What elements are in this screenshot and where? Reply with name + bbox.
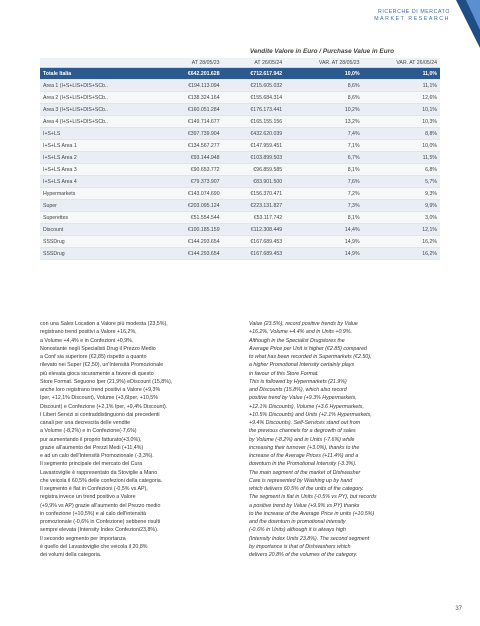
text-line: I Liberi Servizi si contraddistinguono dai precedenti [40, 411, 160, 418]
brand-line-2: MARKET RESEARCH [374, 16, 450, 22]
table-cell: €176.173.441 [223, 104, 286, 116]
table-cell: Hypermarkets [40, 188, 160, 200]
table-header-row [40, 58, 440, 68]
table-title: Vendite Valore in Euro / Purchase Value in Euro [249, 48, 394, 55]
text-line: Lavastoviglie è rappresentato da Stoviglie a Mano [40, 469, 158, 476]
table-cell: 8,1% [285, 164, 362, 176]
table-cell: €160.051.284 [160, 104, 223, 116]
brand-line-1: RICERCHE DI MERCATO [377, 9, 450, 15]
text-line: più elevata gioca sicuramente a favore di questo [40, 370, 154, 377]
text-line: Care is represented by Washing up by hand [249, 477, 353, 484]
sales-table-section [40, 46, 440, 260]
table-cell: 14,4% [285, 224, 362, 236]
table-cell: Superettes [40, 212, 160, 224]
corner-decoration-inner [466, 0, 480, 30]
text-line: and the downturn in promotional intensity [249, 519, 346, 525]
table-cell: 9,9% [363, 200, 440, 212]
table-cell: 7,6% [285, 176, 362, 188]
table-row [40, 116, 440, 128]
table-cell: €96.859.585 [223, 164, 286, 176]
text-line: This is followed by Hypermarkets (21.9%) [249, 378, 347, 385]
table-cell: Discount [40, 224, 160, 236]
table-cell: €397.739.904 [160, 128, 223, 140]
text-line: sempre elevata (Intensity Index Confezioni23,8%). [40, 527, 159, 534]
table-cell: 5,7% [363, 176, 440, 188]
table-row [40, 224, 440, 236]
text-line: Discount) e Confezione (+2,1% Iper, +9,4% Discount). [40, 403, 168, 410]
text-line: a higher Promotional Intensity certainly plays [249, 362, 355, 369]
text-line: (-0.6% in Units) although it is always high [249, 527, 346, 534]
body-text-english [249, 320, 444, 559]
page-number: 37 [455, 606, 462, 612]
table-row [40, 164, 440, 176]
text-line: increase of the Average Prices (+11.4%) and a [249, 453, 359, 459]
table-cell: €83.901.500 [223, 176, 286, 188]
text-line: which delivers 60.5% of the units of the category. [249, 486, 364, 492]
table-cell: Totale Italia [40, 68, 160, 80]
table-cell: 8,6% [285, 92, 362, 104]
table-row [40, 152, 440, 164]
table-cell: €144.293.654 [160, 236, 223, 248]
text-line: Store Format. Seguono Iper (21,9%) eDiscount (15,8%), [40, 378, 173, 385]
text-line: +9.4% Discounts). Self-Services stand out from [249, 420, 361, 426]
table-cell: €100.185.159 [160, 224, 223, 236]
table-cell: €194.113.094 [160, 80, 223, 92]
text-line: Average Price per Unit is higher (€2.85) compared [249, 345, 367, 352]
table-cell: €103.899.503 [223, 152, 286, 164]
table-cell: I+S+LS Area 4 [40, 176, 160, 188]
table-cell: €149.714.677 [160, 116, 223, 128]
table-cell: Area 4 (I+S+LIS+DIS+SCb.. [40, 116, 160, 128]
text-line: anche loro registrano trend positivi a Valore (+9,3% [40, 387, 161, 393]
table-cell: €712.617.942 [223, 68, 286, 80]
text-line: by importance is that of Dishwashers which [249, 543, 351, 550]
table-cell: €144.293.654 [160, 248, 223, 260]
header-cell: VAR. AT 26/05/24 [363, 58, 440, 68]
text-line: Il segmento principale del mercato del Cura [40, 461, 143, 468]
text-line: Il segmento è flat in Confezioni (-0,5% vs AP), [40, 486, 148, 492]
table-cell: 6,7% [285, 152, 362, 164]
text-line: downturn in the Promotional Intensity (-3.3%). [249, 461, 357, 468]
table-row [40, 104, 440, 116]
table-row [40, 200, 440, 212]
text-line: and Discounts (15.8%), which also record [249, 387, 347, 393]
table-cell: €432.620.039 [223, 128, 286, 140]
table-cell: 11,0% [363, 68, 440, 80]
table-cell: 10,0% [285, 68, 362, 80]
text-line: Value (23.5%), record positive trends by Value [249, 321, 358, 327]
text-line: to the increase of the Average Price in units (+10.5%) [249, 510, 375, 517]
body-text-italian [40, 320, 230, 559]
table-cell: €90.653.772 [160, 164, 223, 176]
table-cell: I+S+LS Area 2 [40, 152, 160, 164]
table-cell: €143.074.690 [160, 188, 223, 200]
table-cell: 3,0% [363, 212, 440, 224]
text-line: registra invece un trend positivo a Valore [40, 494, 136, 501]
table-body [40, 68, 440, 260]
header-cell: VAR. AT 28/05/23 [285, 58, 362, 68]
table-cell: €79.373.907 [160, 176, 223, 188]
text-line: che veicola il 60,5% delle confezioni della categoria. [40, 477, 163, 484]
header-cell: AT 28/05/23 [160, 58, 223, 68]
table-cell: I+S+LS Area 3 [40, 164, 160, 176]
table-row [40, 236, 440, 248]
table-cell: €147.959.451 [223, 140, 286, 152]
text-line: canali per una decrescita delle vendite [40, 420, 131, 426]
table-cell: €155.684.314 [223, 92, 286, 104]
table-row [40, 92, 440, 104]
text-line: the previous channels for a degrowth of sales [249, 428, 356, 435]
table-row [40, 212, 440, 224]
text-line: a positive trend by Value (+9.9% vs PY) thanks [249, 502, 360, 509]
text-line: è quello del Lavastoviglie che veicola il 20,8% [40, 543, 148, 550]
table-row [40, 128, 440, 140]
table-cell: €156.370.471 [223, 188, 286, 200]
text-line: a Volume +4,4% e in Confezioni +0,9%. [40, 337, 134, 344]
table-cell: Area 2 (I+S+LIS+DIS+SCb.. [40, 92, 160, 104]
table-row [40, 140, 440, 152]
table-row [40, 248, 440, 260]
table-cell: 10,0% [363, 140, 440, 152]
table-cell: 16,2% [363, 248, 440, 260]
text-line: grazie all'aumento dei Prezzi Medi (+11,4%) [40, 444, 144, 451]
table-cell: €167.689.453 [223, 236, 286, 248]
sales-table [40, 58, 440, 260]
table-cell: 9,3% [363, 188, 440, 200]
table-cell: 7,4% [285, 128, 362, 140]
table-cell: 11,5% [363, 152, 440, 164]
table-cell: 7,1% [285, 140, 362, 152]
text-line: e ad un calo dell'Intensità Promozionale (-3,3%). [40, 453, 154, 459]
table-cell: 10,1% [363, 104, 440, 116]
text-line: The segment is flat in Units (-0.5% vs PY), but records [249, 494, 377, 501]
table-cell: Area 1 (I+S+LIS+DIS+SCb.. [40, 80, 160, 92]
table-cell: €203.095.124 [160, 200, 223, 212]
text-line: pur aumentando il proprio fatturato(+3,0%), [40, 436, 142, 443]
table-cell: €642.201.628 [160, 68, 223, 80]
text-line: +16.2%, Volume +4.4% and in Units +0.9%. [249, 329, 353, 336]
table-cell: 12,6% [363, 92, 440, 104]
text-line: (+9,9% vs AP) grazie all'aumento del Prezzo medio [40, 502, 161, 509]
table-row-total [40, 68, 440, 80]
table-cell: €167.689.453 [223, 248, 286, 260]
header-cell [40, 58, 160, 68]
table-cell: 14,9% [285, 236, 362, 248]
header-cell: AT 26/05/24 [223, 58, 286, 68]
table-cell: SSSDrug [40, 248, 160, 260]
table-cell: I+S+LS Area 1 [40, 140, 160, 152]
text-line: con una Sales Location a Valore più modesta (23,5%), [40, 321, 168, 327]
table-row [40, 188, 440, 200]
table-cell: SSSDrug [40, 236, 160, 248]
table-row [40, 176, 440, 188]
brand-header [374, 9, 450, 22]
table-cell: €223.131.827 [223, 200, 286, 212]
text-line: Nonostante negli Specialisti Drug il Prezzo Medio [40, 345, 156, 352]
text-line: +12.1% Discounts), Volume (+3.6 Hypermarkets, [249, 403, 364, 410]
text-line: a Conf sia superiore (€2,85) rispetto a quanto [40, 354, 147, 360]
table-cell: 8,1% [285, 212, 362, 224]
table-cell: 8,8% [363, 128, 440, 140]
text-line: increasing their turnover (+3.0%), thanks to the [249, 444, 360, 451]
table-cell: 12,1% [363, 224, 440, 236]
text-line: rilevato nei Super (€2,50), un'Intensità Promozionale [40, 362, 164, 369]
table-cell: 7,2% [285, 188, 362, 200]
text-line: dei volumi della categoria. [40, 552, 102, 558]
table-cell: 8,6% [285, 80, 362, 92]
table-cell: €112.308.449 [223, 224, 286, 236]
text-line: Il secondo segmento per importanza [40, 535, 126, 542]
text-line: a Volume (-8,2%) e in Confezione(-7,6%) [40, 428, 137, 435]
text-line: The main segment of the market of Dishwasher [249, 469, 361, 476]
text-line: +10.5% Discounts) and Units (+2.1% Hypermarkets, [249, 411, 372, 418]
text-line: Iper, +12,1% Discount), Volume (+3,6Iper, +10,5% [40, 395, 158, 402]
table-cell: 6,8% [363, 164, 440, 176]
table-row [40, 80, 440, 92]
table-cell: €138.324.164 [160, 92, 223, 104]
table-cell: 7,3% [285, 200, 362, 212]
text-line: (Intensity Index Units 23.8%). The second segment [249, 535, 370, 542]
table-cell: 16,2% [363, 236, 440, 248]
text-line: delivers 20.8% of the volumes of the category. [249, 552, 358, 558]
text-line: to what has been recorded in Supermarkets (€2.50), [249, 354, 372, 360]
text-line: promozionale (-0,6% in Confezione) sebbene risulti [40, 519, 161, 525]
table-cell: 10,2% [285, 104, 362, 116]
table-cell: €51.554.544 [160, 212, 223, 224]
table-cell: €93.144.948 [160, 152, 223, 164]
table-cell: €215.605.032 [223, 80, 286, 92]
text-line: positive trend by Value (+9.3% Hypermarkets, [249, 395, 357, 402]
table-cell: 10,3% [363, 116, 440, 128]
text-line: by Volume (-8.2%) and in Units (-7.6%) while [249, 436, 355, 443]
table-cell: 11,1% [363, 80, 440, 92]
text-line: in favour of this Store Format. [249, 370, 319, 377]
table-cell: 13,2% [285, 116, 362, 128]
text-line: registrano trend positivi a Valore +16,2%, [40, 329, 137, 336]
text-line: Although in the Specialist Drugstores the [249, 337, 345, 344]
table-cell: Area 3 (I+S+LIS+DIS+SCb.. [40, 104, 160, 116]
table-cell: Super [40, 200, 160, 212]
table-cell: €165.155.156 [223, 116, 286, 128]
table-cell: €134.567.277 [160, 140, 223, 152]
text-line: in confezione (+10,5%) e al calo dell'intensità [40, 510, 146, 517]
table-cell: €53.117.742 [223, 212, 286, 224]
table-cell: I+S+LS [40, 128, 160, 140]
table-cell: 14,9% [285, 248, 362, 260]
